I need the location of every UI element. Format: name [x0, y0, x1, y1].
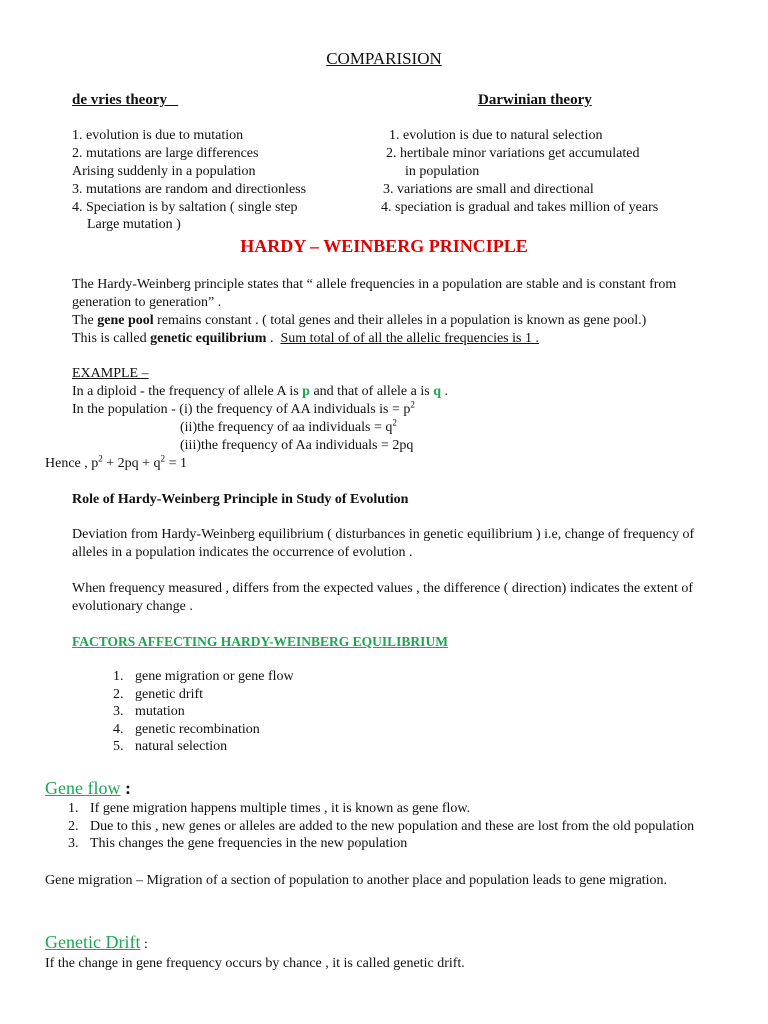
devries-item: 3. mutations are random and directionless	[72, 182, 307, 197]
devries-item: 4. Speciation is by saltation ( single step	[72, 200, 298, 215]
example-label: EXAMPLE –	[72, 366, 149, 381]
devries-item: 2. mutations are large differences	[72, 146, 259, 161]
devries-item: 1. evolution is due to mutation	[72, 128, 244, 143]
role-paragraph-1-cont: alleles in a population indicates the occurrence of evolution .	[72, 545, 413, 560]
principle-statement-cont: generation to generation” .	[72, 295, 222, 310]
example-line-4: (iii)the frequency of Aa individuals = 2pq	[180, 438, 414, 453]
darwinian-item: 4. speciation is gradual and takes million of years	[381, 200, 659, 215]
role-paragraph-2-cont: evolutionary change .	[72, 599, 193, 614]
gene-pool-line: The gene pool remains constant . ( total genes and their alleles in a population is known as gene pool.)	[72, 313, 647, 328]
factors-heading: FACTORS AFFECTING HARDY-WEINBERG EQUILIBRIUM	[72, 634, 448, 649]
darwinian-item: 2. hertibale minor variations get accumulated	[386, 146, 640, 161]
hence-equation: Hence , $p^2 + 2pq + q^2 = 1$	[45, 453, 187, 471]
devries-heading: de vries theory	[72, 92, 167, 108]
example-line-2: In the population - (i) the frequency of AA individuals is = $p^2$	[72, 399, 415, 417]
list-item: 4. genetic recombination	[113, 721, 260, 737]
genetic-drift-heading: Genetic Drift :	[45, 932, 148, 952]
list-item: 5. natural selection	[113, 739, 228, 754]
gene-flow-heading: Gene flow :	[45, 778, 131, 798]
devries-item: Arising suddenly in a population	[72, 164, 256, 179]
role-heading: Role of Hardy-Weinberg Principle in Study of Evolution	[72, 492, 409, 507]
example-line-1: In a diploid - the frequency of allele A is p and that of allele a is q .	[72, 384, 448, 399]
list-item: 2. genetic drift	[113, 686, 204, 702]
genetic-equilibrium-line: This is called genetic equilibrium . Sum total of of all the allelic frequencies is 1 .	[72, 331, 539, 346]
list-item: 1. If gene migration happens multiple times , it is known as gene flow.	[68, 801, 471, 816]
list-item: 1. gene migration or gene flow	[113, 669, 294, 684]
example-line-3: (ii)the frequency of aa individuals = $q^2$	[180, 417, 397, 435]
gene-flow-list	[68, 800, 695, 853]
devries-item: Large mutation )	[87, 217, 181, 232]
comparison-title: COMPARISION	[326, 49, 442, 68]
role-paragraph-2: When frequency measured , differs from the expected values , the difference ( direction) indicates the extent of	[72, 581, 694, 596]
list-item: 3. mutation	[113, 704, 185, 719]
gene-migration-note: Gene migration – Migration of a section of population to another place and population leads to gene migration.	[45, 873, 668, 888]
role-paragraph-1: Deviation from Hardy-Weinberg equilibrium ( disturbances in genetic equilibrium ) i.e, change of frequency of	[72, 527, 695, 542]
darwinian-item: in population	[405, 164, 480, 179]
darwinian-heading: Darwinian theory	[478, 92, 592, 108]
list-item: 2. Due to this , new genes or alleles are added to the new population and these are lost from the old population	[68, 818, 695, 834]
list-item: 3. This changes the gene frequencies in the new population	[68, 836, 408, 851]
darwinian-item: 1. evolution is due to natural selection	[389, 128, 603, 143]
principle-statement: The Hardy-Weinberg principle states that “ allele frequencies in a population are stable and is constant from	[72, 277, 677, 292]
factors-list	[113, 668, 294, 756]
darwinian-item: 3. variations are small and directional	[383, 182, 594, 197]
hardy-weinberg-title: HARDY – WEINBERG PRINCIPLE	[240, 236, 528, 256]
genetic-drift-text: If the change in gene frequency occurs by chance , it is called genetic drift.	[45, 956, 465, 971]
